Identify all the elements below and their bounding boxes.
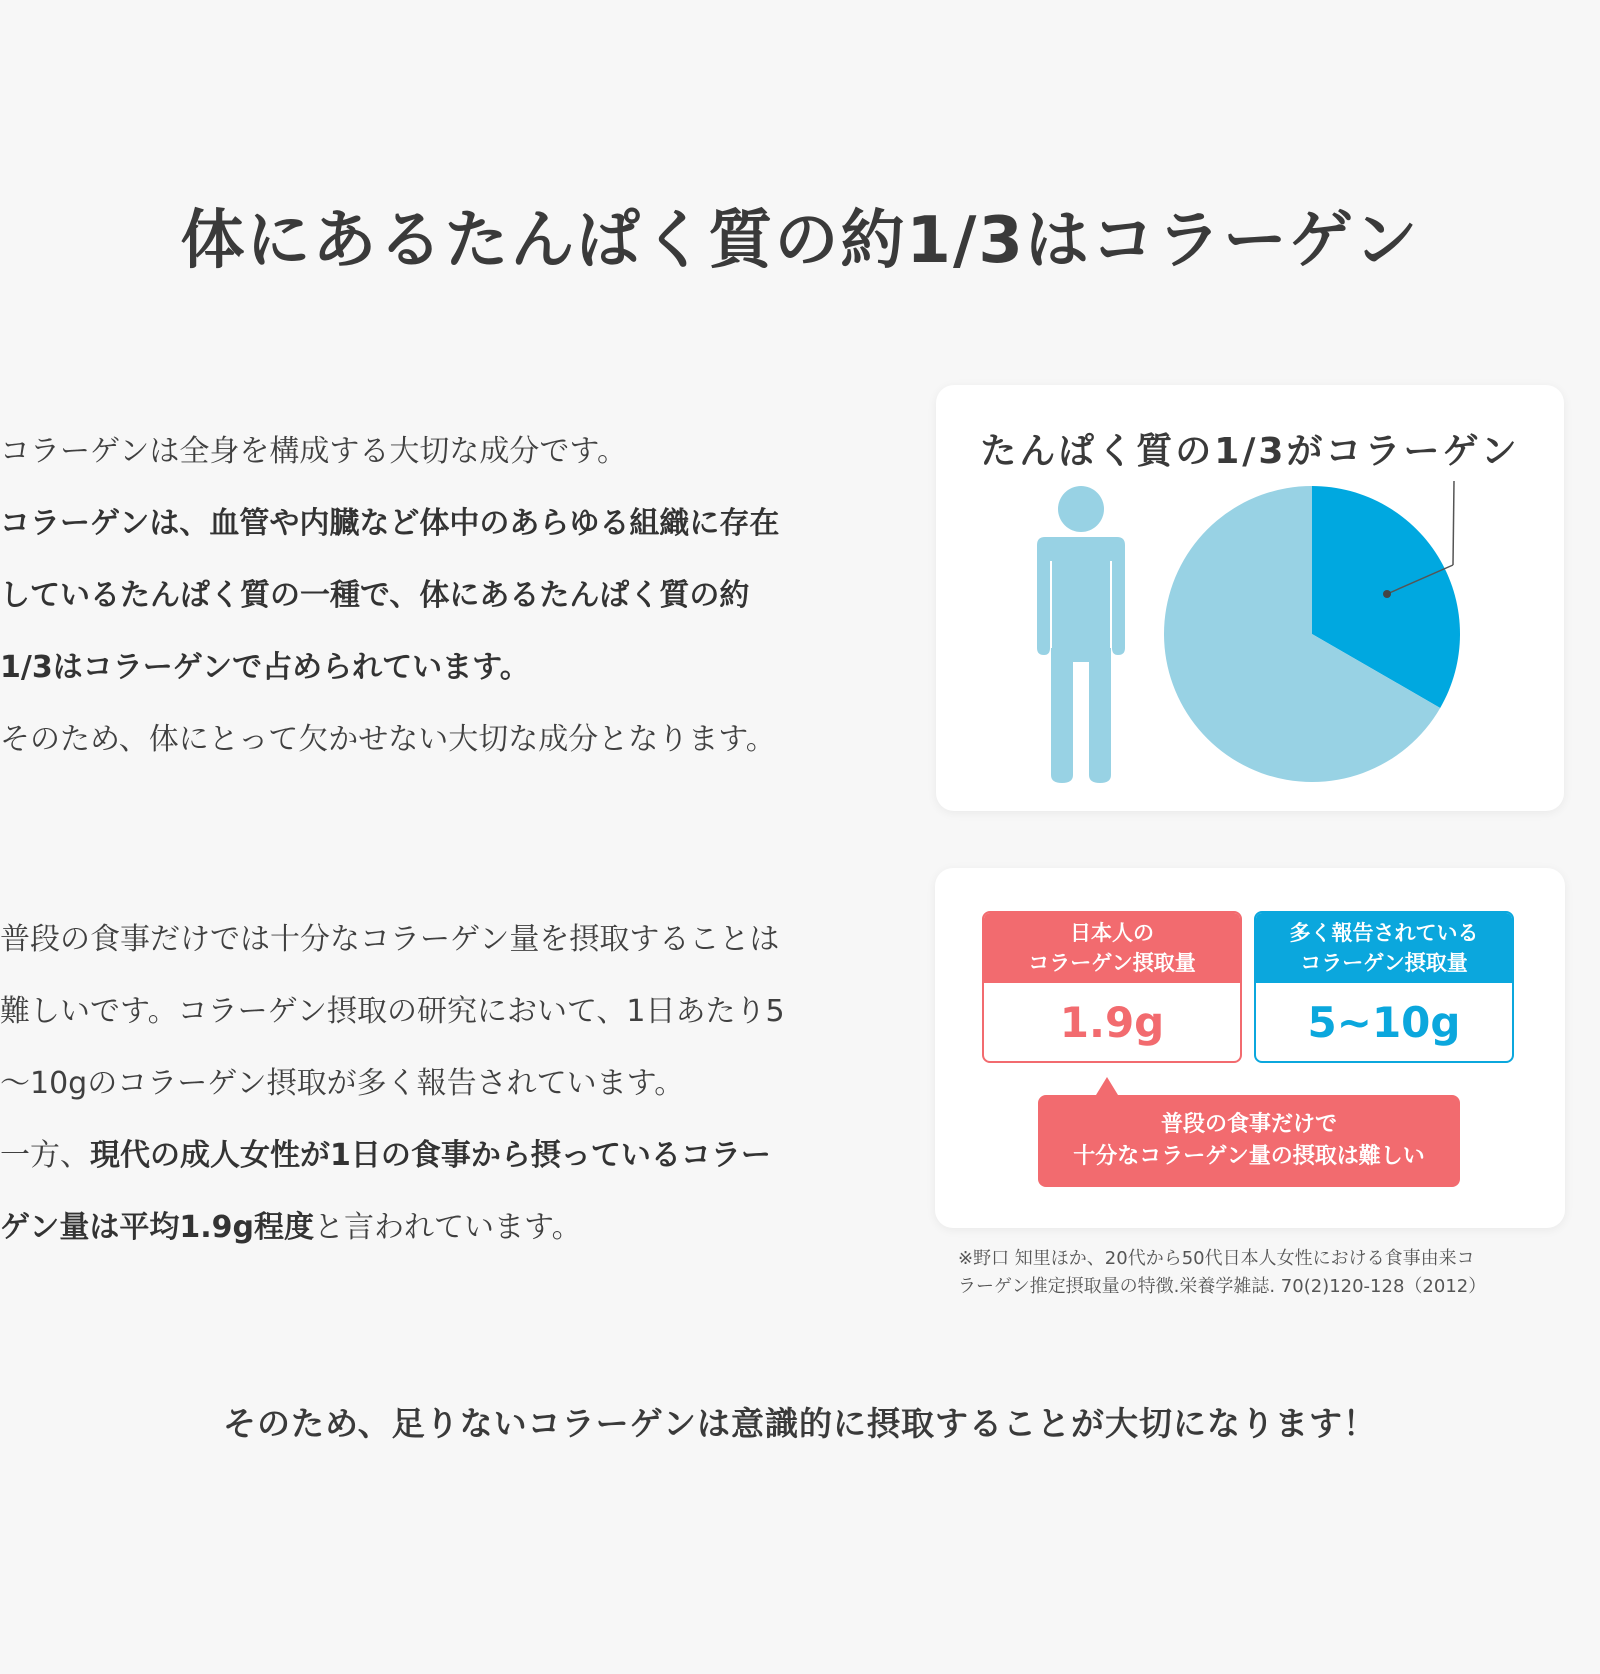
page-title: 体にあるたんぱく質の約1/3はコラーゲン (180, 204, 1420, 278)
japanese-intake-value: 1.9g (1059, 998, 1165, 1047)
intake-line-5-bold: ゲン量は平均1.9g程度 (0, 1210, 315, 1245)
intake-line-4 (0, 1120, 850, 1192)
reported-intake-value: 5~10g (1307, 998, 1461, 1047)
footnote-line-1: ※野口 知里ほか、20代から50代日本人女性における食事由来コ (958, 1248, 1475, 1269)
intake-callout-line-2: 十分なコラーゲン量の摂取は難しい (1073, 1144, 1425, 1169)
intake-line-5 (0, 1192, 850, 1264)
intro-line-3: しているたんぱく質の一種で、体にあるたんぱく質の約 (0, 578, 750, 613)
person-icon (1037, 486, 1125, 783)
pie-card-title: たんぱく質の1/3がコラーゲン (980, 431, 1520, 472)
japanese-intake-label (984, 913, 1240, 983)
footnote (958, 1245, 1558, 1301)
reported-intake-label-line-1: 多く報告されている (1289, 921, 1479, 945)
reported-intake-label-line-2: コラーゲン摂取量 (1300, 951, 1468, 975)
intake-line-4-bold: 現代の成人女性が1日の食事から摂っているコラー (90, 1138, 771, 1173)
intro-line-4: 1/3はコラーゲンで占められています。 (0, 650, 530, 685)
footnote-line-2: ラーゲン推定摂取量の特徴.栄養学雑誌. 70(2)120-128（2012） (958, 1276, 1487, 1297)
intake-line-3: 〜10gのコラーゲン摂取が多く報告されています。 (0, 1066, 685, 1101)
japanese-intake-label-line-1: 日本人の (1070, 921, 1154, 945)
pie-chart (1164, 486, 1460, 782)
conclusion-text: そのため、足りないコラーゲンは意識的に摂取することが大切になります！ (222, 1404, 1378, 1443)
intake-line-2: 難しいです。コラーゲン摂取の研究において、1日あたり5 (0, 994, 785, 1029)
pie-card (936, 385, 1564, 811)
japanese-intake-box (982, 911, 1242, 1063)
intake-card (935, 868, 1565, 1228)
pie-chart-svg (936, 385, 1564, 811)
callout-arrow (1096, 1077, 1118, 1095)
intro-line-5: そのため、体にとって欠かせない大切な成分となります。 (0, 722, 776, 757)
intake-callout-line-1: 普段の食事だけで (1160, 1112, 1337, 1137)
intro-paragraph (0, 416, 850, 776)
reported-intake-box (1254, 911, 1514, 1063)
intake-callout (1038, 1095, 1460, 1187)
reported-intake-label (1256, 913, 1512, 983)
intake-line-1: 普段の食事だけでは十分なコラーゲン量を摂取することは (0, 922, 780, 957)
intro-line-2: コラーゲンは、血管や内臓など体中のあらゆる組織に存在 (0, 506, 780, 541)
intake-line-5-normal: と言われています。 (314, 1210, 582, 1245)
intake-line-4-normal: 一方、 (0, 1138, 90, 1173)
intro-line-1: コラーゲンは全身を構成する大切な成分です。 (0, 434, 627, 469)
intake-paragraph (0, 904, 850, 1264)
japanese-intake-label-line-2: コラーゲン摂取量 (1028, 951, 1196, 975)
